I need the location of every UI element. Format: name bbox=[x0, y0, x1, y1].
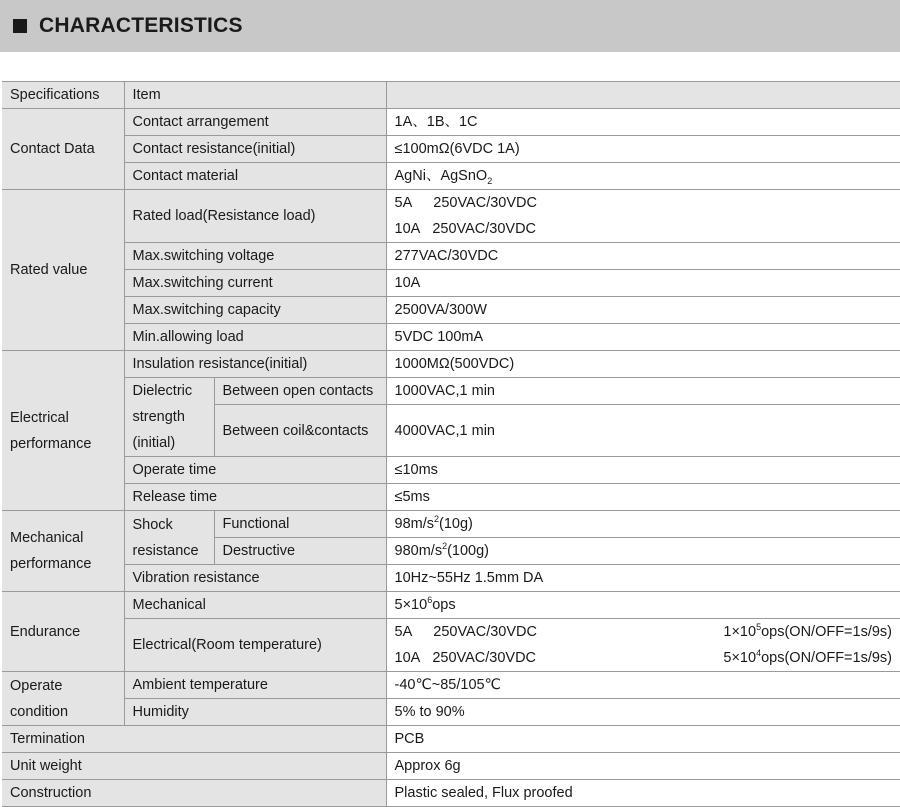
table-row bbox=[2, 297, 900, 324]
item-label: Contact arrangement bbox=[124, 109, 386, 136]
item-label: Max.switching current bbox=[124, 270, 386, 297]
item-label: Mechanical bbox=[124, 592, 386, 619]
table-row bbox=[2, 619, 900, 672]
header-item: Item bbox=[124, 82, 386, 109]
item-label: Vibration resistance bbox=[124, 565, 386, 592]
item-value: $980m/s^2(100g)$ bbox=[386, 538, 900, 565]
table-row bbox=[2, 351, 900, 378]
item-label: Insulation resistance(initial) bbox=[124, 351, 386, 378]
item-value: ≤100mΩ(6VDC 1A) bbox=[386, 136, 900, 163]
table-row bbox=[2, 243, 900, 270]
item-value: ≤5ms bbox=[386, 484, 900, 511]
table-row bbox=[2, 780, 900, 807]
table-row bbox=[2, 324, 900, 351]
table-row bbox=[2, 699, 900, 726]
termination-value: PCB bbox=[386, 726, 900, 753]
category-electrical-performance: Electrical performance bbox=[2, 351, 124, 511]
table-row bbox=[2, 136, 900, 163]
item-value: 5A 250VAC/30VDC $1\times 10^5ops(ON/OFF=1s/9s)$ 10A 250VAC/30VDC $5\times 10^4ops(ON/OFF=1s/9s)$ bbox=[386, 619, 900, 672]
table-row bbox=[2, 672, 900, 699]
table-row bbox=[2, 378, 900, 405]
unit-weight-label: Unit weight bbox=[2, 753, 386, 780]
table-row bbox=[2, 726, 900, 753]
table-row bbox=[2, 592, 900, 619]
shock-resistance-label: Shock resistance bbox=[124, 511, 214, 565]
table-row bbox=[2, 270, 900, 297]
construction-label: Construction bbox=[2, 780, 386, 807]
item-value: 5A 250VAC/30VDC 10A 250VAC/30VDC bbox=[386, 190, 900, 243]
table-row bbox=[2, 753, 900, 780]
header-specifications: Specifications bbox=[2, 82, 124, 109]
item-label: Between coil&contacts bbox=[214, 405, 386, 457]
construction-value: Plastic sealed, Flux proofed bbox=[386, 780, 900, 807]
item-label: Rated load(Resistance load) bbox=[124, 190, 386, 243]
item-value: 5VDC 100mA bbox=[386, 324, 900, 351]
item-label: Min.allowing load bbox=[124, 324, 386, 351]
item-label: Functional bbox=[214, 511, 386, 538]
dielectric-strength-label: Dielectric strength (initial) bbox=[124, 378, 214, 457]
item-value: -40℃~85/105℃ bbox=[386, 672, 900, 699]
header-value bbox=[386, 82, 900, 109]
section-header bbox=[0, 0, 900, 52]
item-value: $5\times 10^6ops$ bbox=[386, 592, 900, 619]
table-row bbox=[2, 511, 900, 538]
category-contact-data: Contact Data bbox=[2, 109, 124, 190]
item-label: Operate time bbox=[124, 457, 386, 484]
item-label: Contact resistance(initial) bbox=[124, 136, 386, 163]
table-row bbox=[2, 109, 900, 136]
item-value: 277VAC/30VDC bbox=[386, 243, 900, 270]
item-value: 1000VAC,1 min bbox=[386, 378, 900, 405]
category-operate-condition: Operate condition bbox=[2, 672, 124, 726]
item-value: 4000VAC,1 min bbox=[386, 405, 900, 457]
item-label: Between open contacts bbox=[214, 378, 386, 405]
table-row bbox=[2, 190, 900, 243]
unit-weight-value: Approx 6g bbox=[386, 753, 900, 780]
item-label: Release time bbox=[124, 484, 386, 511]
table-row bbox=[2, 484, 900, 511]
item-value: $98m/s^2(10g)$ bbox=[386, 511, 900, 538]
item-label: Humidity bbox=[124, 699, 386, 726]
item-value: ≤10ms bbox=[386, 457, 900, 484]
category-rated-value: Rated value bbox=[2, 190, 124, 351]
table-row bbox=[2, 565, 900, 592]
item-value: 10A bbox=[386, 270, 900, 297]
item-label: Max.switching capacity bbox=[124, 297, 386, 324]
item-label: Destructive bbox=[214, 538, 386, 565]
item-value: 1000MΩ(500VDC) bbox=[386, 351, 900, 378]
item-value: 5% to 90% bbox=[386, 699, 900, 726]
item-value: 1A、1B、1C bbox=[386, 109, 900, 136]
item-label: Ambient temperature bbox=[124, 672, 386, 699]
item-label: Electrical(Room temperature) bbox=[124, 619, 386, 672]
characteristics-table bbox=[2, 81, 900, 807]
item-label: Contact material bbox=[124, 163, 386, 190]
section-title: CHARACTERISTICS bbox=[39, 14, 243, 37]
square-bullet-icon bbox=[13, 19, 27, 33]
category-mechanical-performance: Mechanical performance bbox=[2, 511, 124, 592]
table-row bbox=[2, 457, 900, 484]
item-value: 2500VA/300W bbox=[386, 297, 900, 324]
item-value: 10Hz~55Hz 1.5mm DA bbox=[386, 565, 900, 592]
item-label: Max.switching voltage bbox=[124, 243, 386, 270]
item-value: AgNi、AgSnO$_2$ bbox=[386, 163, 900, 190]
category-endurance: Endurance bbox=[2, 592, 124, 672]
termination-label: Termination bbox=[2, 726, 386, 753]
table-header-row bbox=[2, 82, 900, 109]
table-row bbox=[2, 163, 900, 190]
